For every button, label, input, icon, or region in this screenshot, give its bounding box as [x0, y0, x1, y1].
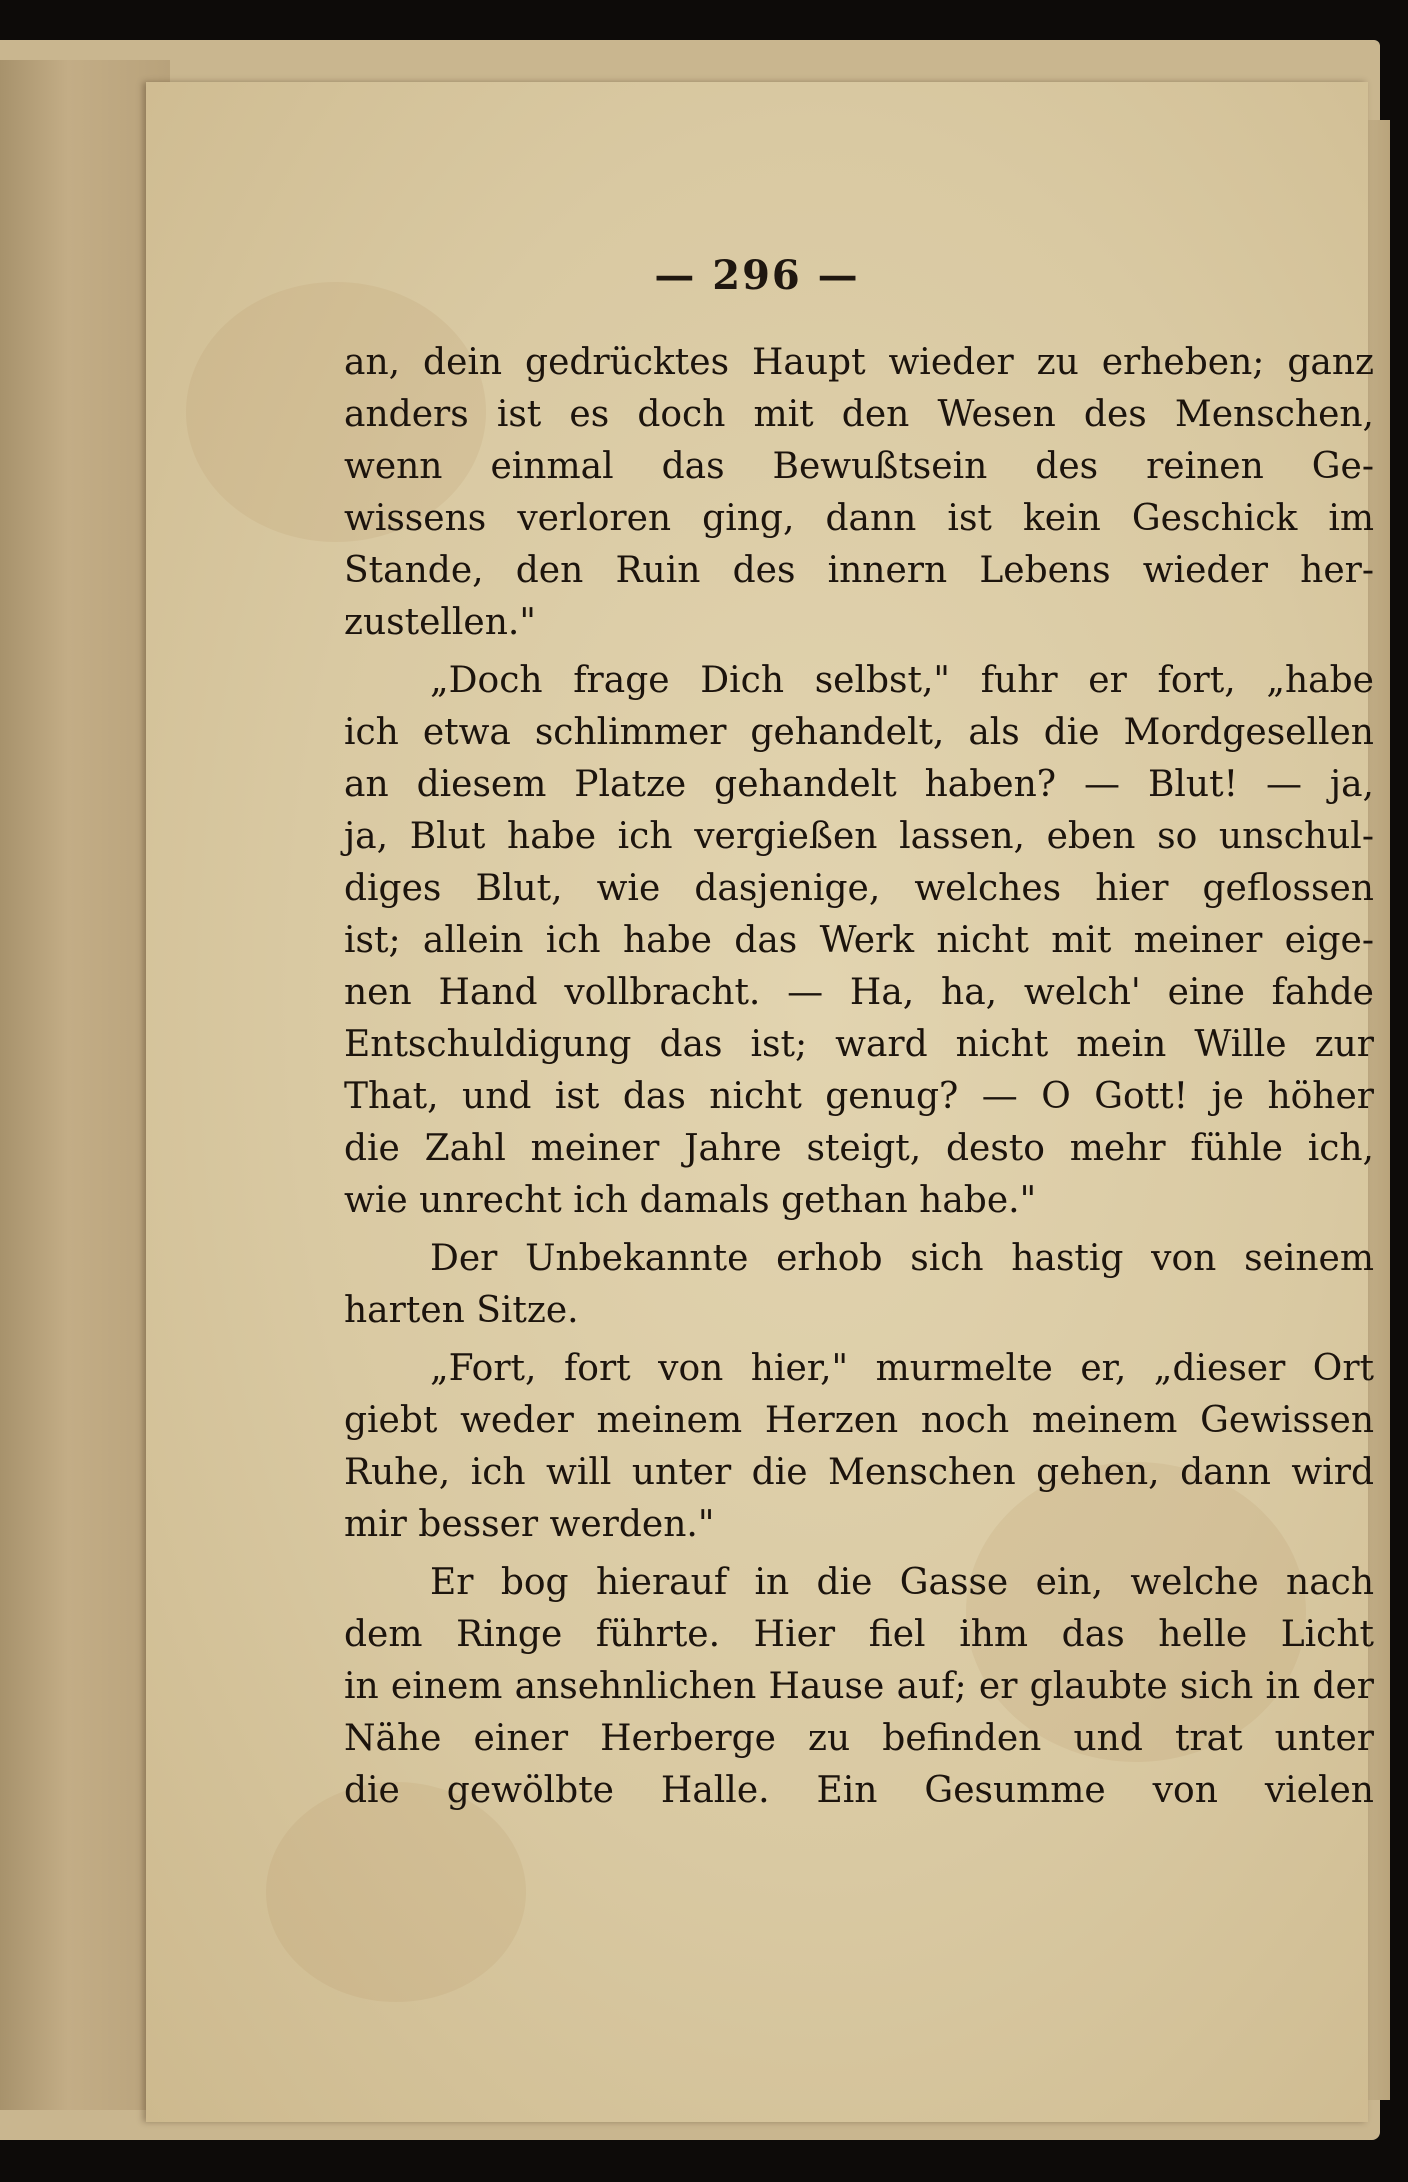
text-line: an, dein gedrücktes Haupt wieder zu erheben; ganz — [344, 342, 1374, 383]
body-text — [344, 337, 1374, 1817]
text-line: Ruhe, ich will unter die Menschen gehen, dann wird — [344, 1452, 1374, 1493]
text-line: Nähe einer Herberge zu befinden und trat unter — [344, 1718, 1374, 1759]
paragraph — [344, 1343, 1374, 1551]
text-line: wissens verloren ging, dann ist kein Geschick im — [344, 498, 1374, 539]
text-line: nen Hand vollbracht. — Ha, ha, welch' eine fahde — [344, 972, 1374, 1013]
text-line: That, und ist das nicht genug? — O Gott! je höher — [344, 1076, 1374, 1117]
text-line: harten Sitze. — [344, 1290, 579, 1331]
text-line: dem Ringe führte. Hier fiel ihm das helle Licht — [344, 1614, 1374, 1655]
paragraph — [344, 655, 1374, 1227]
text-line: wie unrecht ich damals gethan habe." — [344, 1180, 1037, 1221]
text-line: Er bog hierauf in die Gasse ein, welche nach — [430, 1562, 1374, 1603]
text-line: ja, Blut habe ich vergießen lassen, eben so unschul- — [344, 816, 1374, 857]
text-line: anders ist es doch mit den Wesen des Menschen, — [344, 394, 1374, 435]
paragraph — [344, 337, 1374, 649]
text-line: Entschuldigung das ist; ward nicht mein Wille zur — [344, 1024, 1374, 1065]
text-line: ist; allein ich habe das Werk nicht mit meiner eige- — [344, 920, 1374, 961]
text-line: wenn einmal das Bewußtsein des reinen Ge- — [344, 446, 1374, 487]
text-line: an diesem Platze gehandelt haben? — Blut! — ja, — [344, 764, 1374, 805]
text-line: Stande, den Ruin des innern Lebens wieder her- — [344, 550, 1374, 591]
text-line: mir besser werden." — [344, 1504, 715, 1545]
text-line: in einem ansehnlichen Hause auf; er glaubte sich in der — [344, 1666, 1374, 1707]
book-page — [146, 82, 1374, 2122]
paragraph — [344, 1233, 1374, 1337]
text-line: ich etwa schlimmer gehandelt, als die Mordgesellen — [344, 712, 1374, 753]
page-number: — 296 — — [654, 252, 860, 299]
paragraph — [344, 1557, 1374, 1817]
text-line: die gewölbte Halle. Ein Gesumme von vielen — [344, 1770, 1374, 1811]
text-line: zustellen." — [344, 602, 536, 643]
text-line: giebt weder meinem Herzen noch meinem Gewissen — [344, 1400, 1374, 1441]
text-line: „Doch frage Dich selbst," fuhr er fort, „habe — [430, 660, 1374, 701]
text-line: die Zahl meiner Jahre steigt, desto mehr fühle ich, — [344, 1128, 1374, 1169]
text-line: diges Blut, wie dasjenige, welches hier geflossen — [344, 868, 1374, 909]
text-line: „Fort, fort von hier," murmelte er, „dieser Ort — [430, 1348, 1374, 1389]
stacked-page-edges-left — [0, 60, 170, 2110]
text-line: Der Unbekannte erhob sich hastig von seinem — [430, 1238, 1374, 1279]
